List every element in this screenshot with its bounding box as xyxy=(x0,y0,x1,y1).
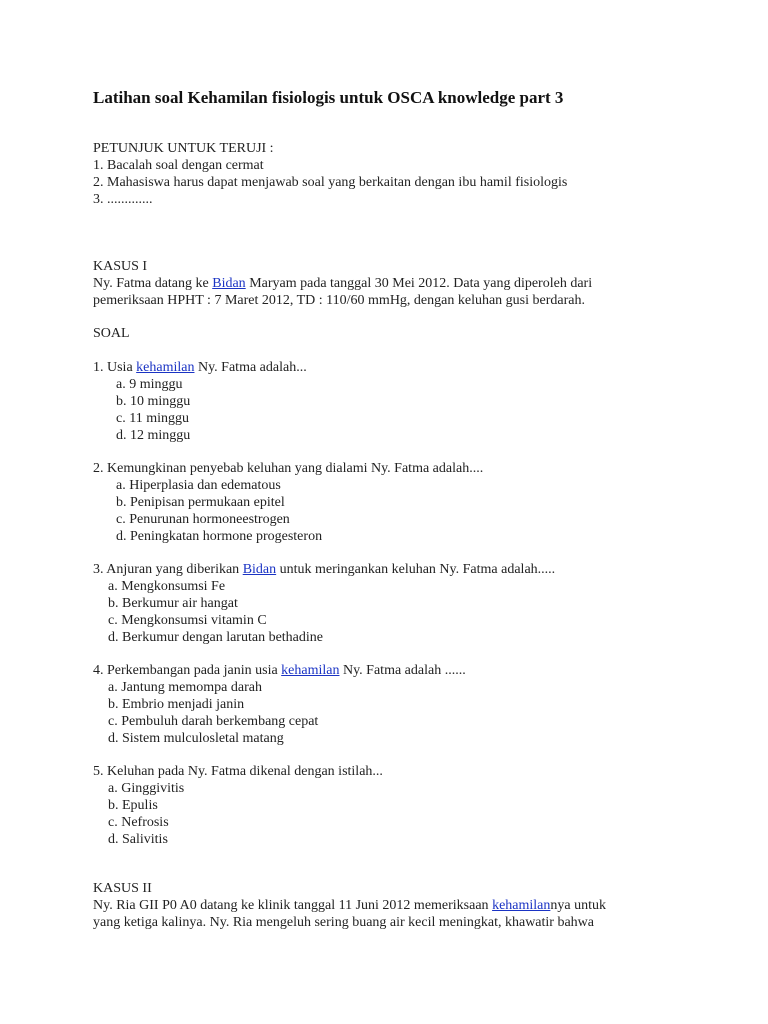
answer-option: c. Pembuluh darah berkembang cepat xyxy=(108,714,319,729)
question-2 xyxy=(93,460,483,477)
question-text: 1. Usia xyxy=(93,360,137,375)
case2-line2: yang ketiga kalinya. Ny. Ria mengeluh sering buang air kecil meningkat, khawatir bahwa xyxy=(93,915,594,930)
answer-option: c. Mengkonsumsi vitamin C xyxy=(108,613,267,628)
answer-option: c. 11 minggu xyxy=(116,411,189,426)
question-text: 4. Perkembangan pada janin usia xyxy=(93,663,282,678)
answer-option: a. Mengkonsumsi Fe xyxy=(108,579,226,594)
answer-option: d. Sistem mulculosletal matang xyxy=(108,731,284,746)
case1-text: Ny. Fatma datang ke xyxy=(93,276,213,291)
bidan-link[interactable]: Bidan xyxy=(212,276,246,291)
question-5 xyxy=(93,763,383,780)
kehamilan-link[interactable]: kehamilan xyxy=(492,898,551,913)
answer-option: d. Salivitis xyxy=(108,832,168,847)
instruction-item: 3. ............. xyxy=(93,192,153,207)
answer-option: a. Ginggivitis xyxy=(108,781,185,796)
case2-text: Ny. Ria GII P0 A0 datang ke klinik tanggal 11 Juni 2012 memeriksaan xyxy=(93,898,493,913)
question-text: Ny. Fatma adalah ...... xyxy=(339,663,466,678)
case2-heading: KASUS II xyxy=(93,881,152,896)
soal-heading: SOAL xyxy=(93,326,130,341)
case1-line1 xyxy=(93,275,592,292)
answer-option: a. Hiperplasia dan edematous xyxy=(116,478,281,493)
question-text: Ny. Fatma adalah... xyxy=(194,360,307,375)
answer-option: b. Penipisan permukaan epitel xyxy=(116,495,285,510)
question-text: 3. Anjuran yang diberikan xyxy=(93,562,243,577)
answer-option: b. 10 minggu xyxy=(116,394,191,409)
answer-option: c. Penurunan hormoneestrogen xyxy=(116,512,290,527)
case2-line1 xyxy=(93,897,606,914)
answer-option: d. Peningkatan hormone progesteron xyxy=(116,529,323,544)
document-title: Latihan soal Kehamilan fisiologis untuk OSCA knowledge part 3 xyxy=(93,88,564,107)
instruction-item: 1. Bacalah soal dengan cermat xyxy=(93,158,264,173)
kehamilan-link[interactable]: kehamilan xyxy=(136,360,195,375)
question-4 xyxy=(93,662,466,679)
answer-option: b. Epulis xyxy=(108,798,158,813)
instructions-heading: PETUNJUK UNTUK TERUJI : xyxy=(93,141,274,156)
answer-option: a. Jantung memompa darah xyxy=(108,680,262,695)
question-1 xyxy=(93,359,307,376)
case1-heading: KASUS I xyxy=(93,259,148,274)
kehamilan-link[interactable]: kehamilan xyxy=(281,663,340,678)
answer-option: b. Berkumur air hangat xyxy=(108,596,238,611)
case1-line2: pemeriksaan HPHT : 7 Maret 2012, TD : 110/60 mmHg, dengan keluhan gusi berdarah. xyxy=(93,293,585,308)
question-text: 5. Keluhan pada Ny. Fatma dikenal dengan istilah... xyxy=(93,764,383,779)
answer-option: a. 9 minggu xyxy=(116,377,183,392)
answer-option: d. Berkumur dengan larutan bethadine xyxy=(108,630,323,645)
case1-text: Maryam pada tanggal 30 Mei 2012. Data yang diperoleh dari xyxy=(245,276,593,291)
answer-option: d. 12 minggu xyxy=(116,428,191,443)
question-text: 2. Kemungkinan penyebab keluhan yang dialami Ny. Fatma adalah.... xyxy=(93,461,484,476)
bidan-link[interactable]: Bidan xyxy=(242,562,277,577)
instruction-item: 2. Mahasiswa harus dapat menjawab soal yang berkaitan dengan ibu hamil fisiologis xyxy=(93,175,568,190)
question-text: untuk meringankan keluhan Ny. Fatma adalah..... xyxy=(276,562,556,577)
question-3 xyxy=(93,561,555,578)
case2-text: nya untuk xyxy=(550,898,606,913)
answer-option: b. Embrio menjadi janin xyxy=(108,697,245,712)
answer-option: c. Nefrosis xyxy=(108,815,169,830)
